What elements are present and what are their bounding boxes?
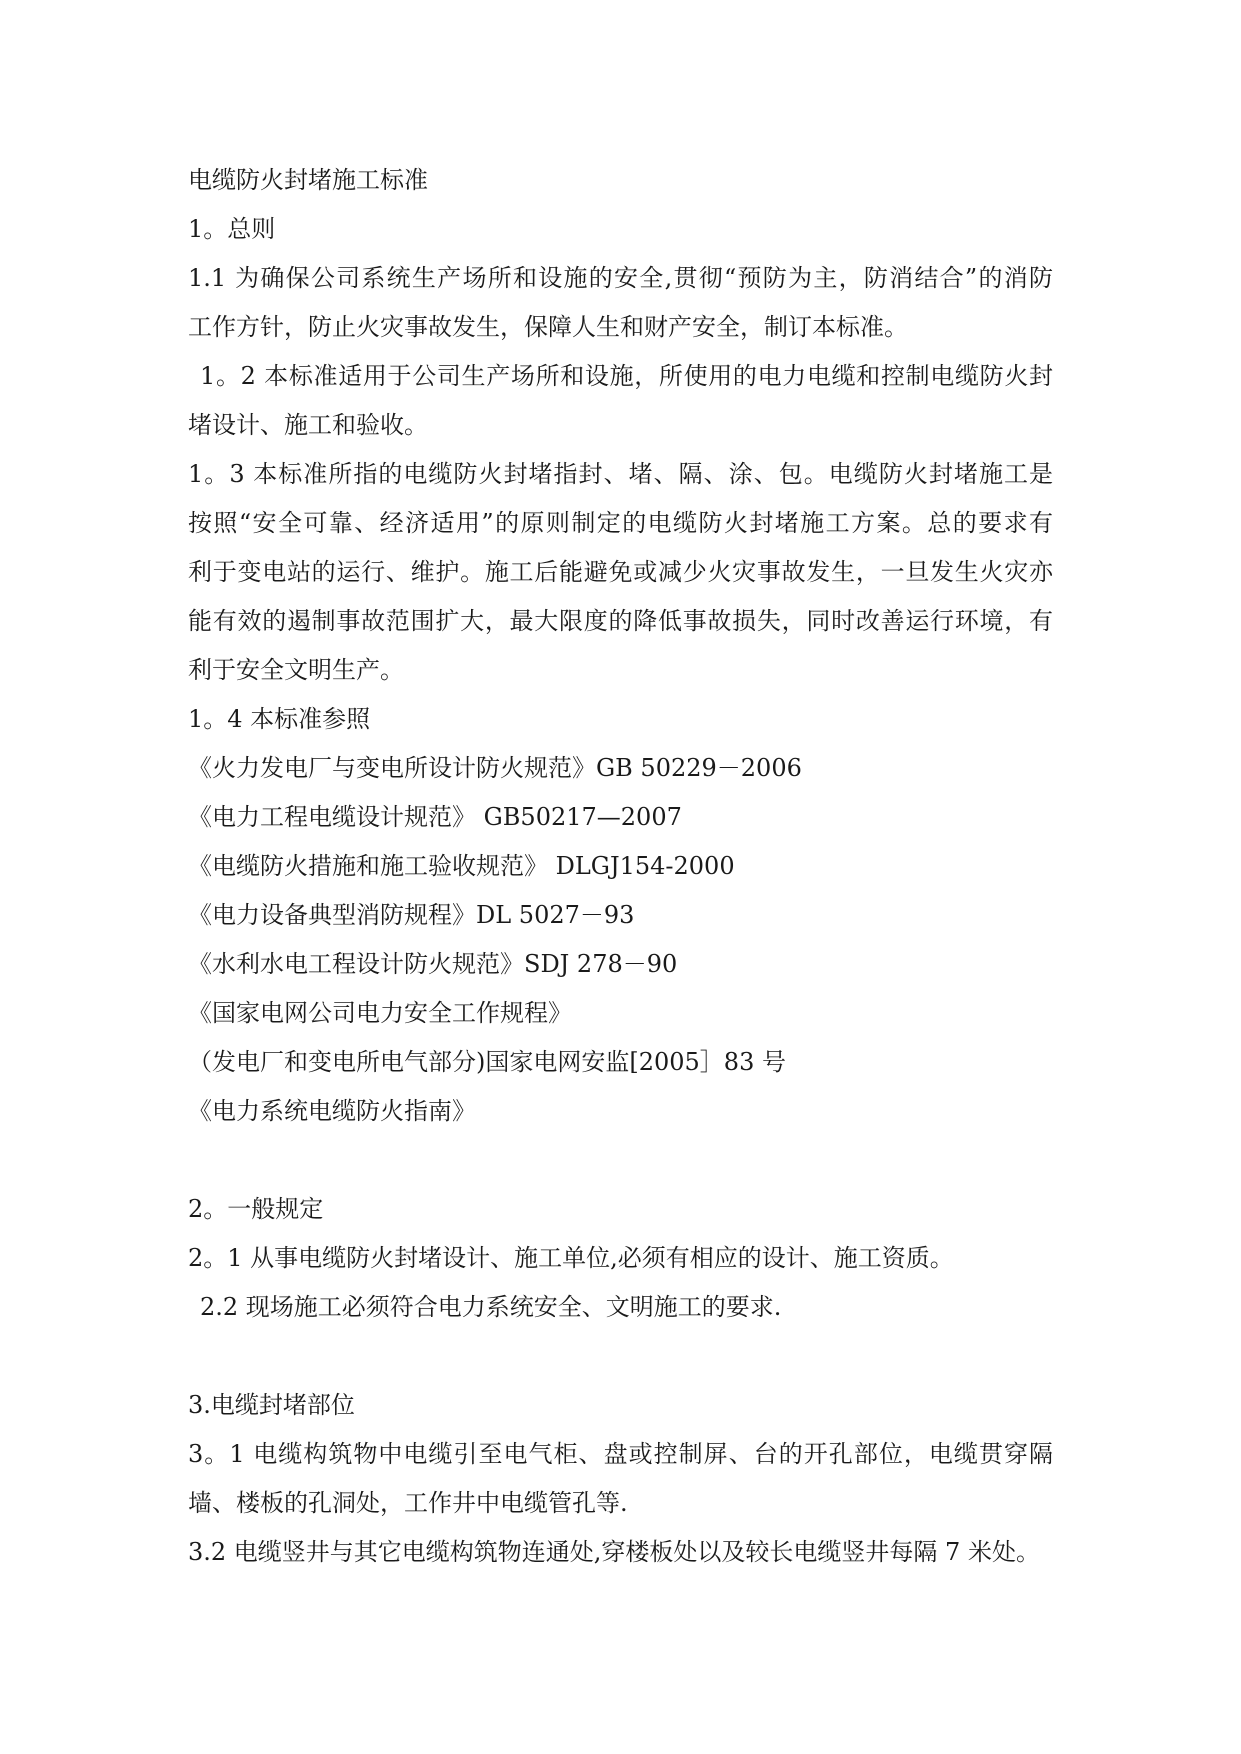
reference-item: 《电缆防火措施和施工验收规范》 DLGJ154-2000: [188, 852, 735, 880]
paragraph-1-3-line-2: 按照“安全可靠、经济适用”的原则制定的电缆防火封堵施工方案。总的要求有: [188, 509, 1053, 537]
paragraph-1-1-line-1: 1.1 为确保公司系统生产场所和设施的安全,贯彻“预防为主，防消结合”的消防: [188, 264, 1053, 292]
reference-item: 《国家电网公司电力安全工作规程》: [188, 999, 572, 1027]
paragraph-2-2: 2.2 现场施工必须符合电力系统安全、文明施工的要求.: [200, 1293, 782, 1321]
section-2-heading: 2。一般规定: [188, 1195, 324, 1223]
paragraph-3-1-line-2: 墙、楼板的孔洞处，工作井中电缆管孔等.: [188, 1489, 628, 1517]
reference-item: 《电力设备典型消防规程》DL 5027－93: [188, 901, 635, 929]
paragraph-2-1: 2。1 从事电缆防火封堵设计、施工单位,必须有相应的设计、施工资质。: [188, 1244, 954, 1272]
blank-line: [188, 1136, 1053, 1185]
document-title: 电缆防火封堵施工标准: [188, 166, 428, 194]
paragraph-1-3-line-4: 能有效的遏制事故范围扩大，最大限度的降低事故损失，同时改善运行环境，有: [188, 607, 1053, 635]
paragraph-1-2-line-1: 1。2 本标准适用于公司生产场所和设施，所使用的电力电缆和控制电缆防火封: [200, 362, 1053, 390]
reference-item: 《水利水电工程设计防火规范》SDJ 278－90: [188, 950, 678, 978]
paragraph-3-2: 3.2 电缆竖井与其它电缆构筑物连通处,穿楼板处以及较长电缆竖井每隔 7 米处。: [188, 1538, 1040, 1566]
document-body: [188, 156, 1053, 1577]
reference-item: （发电厂和变电所电气部分)国家电网安监[2005］83 号: [188, 1048, 786, 1076]
section-3-heading: 3.电缆封堵部位: [188, 1391, 355, 1419]
paragraph-1-2-line-2: 堵设计、施工和验收。: [188, 411, 428, 439]
paragraph-1-4: 1。4 本标准参照: [188, 705, 371, 733]
paragraph-1-1-line-2: 工作方针，防止火灾事故发生，保障人生和财产安全，制订本标准。: [188, 313, 908, 341]
paragraph-1-3-line-5: 利于安全文明生产。: [188, 656, 404, 684]
reference-item: 《电力系统电缆防火指南》: [188, 1097, 476, 1125]
reference-item: 《火力发电厂与变电所设计防火规范》GB 50229－2006: [188, 754, 802, 782]
paragraph-1-3-line-3: 利于变电站的运行、维护。施工后能避免或减少火灾事故发生，一旦发生火灾亦: [188, 558, 1053, 586]
paragraph-3-1-line-1: 3。1 电缆构筑物中电缆引至电气柜、盘或控制屏、台的开孔部位，电缆贯穿隔: [188, 1440, 1053, 1468]
reference-list: [188, 744, 1053, 1136]
section-1-heading: 1。总则: [188, 215, 276, 243]
reference-item: 《电力工程电缆设计规范》 GB50217—2007: [188, 803, 682, 831]
blank-line: [188, 1332, 1053, 1381]
paragraph-1-3-line-1: 1。3 本标准所指的电缆防火封堵指封、堵、隔、涂、包。电缆防火封堵施工是: [188, 460, 1053, 488]
